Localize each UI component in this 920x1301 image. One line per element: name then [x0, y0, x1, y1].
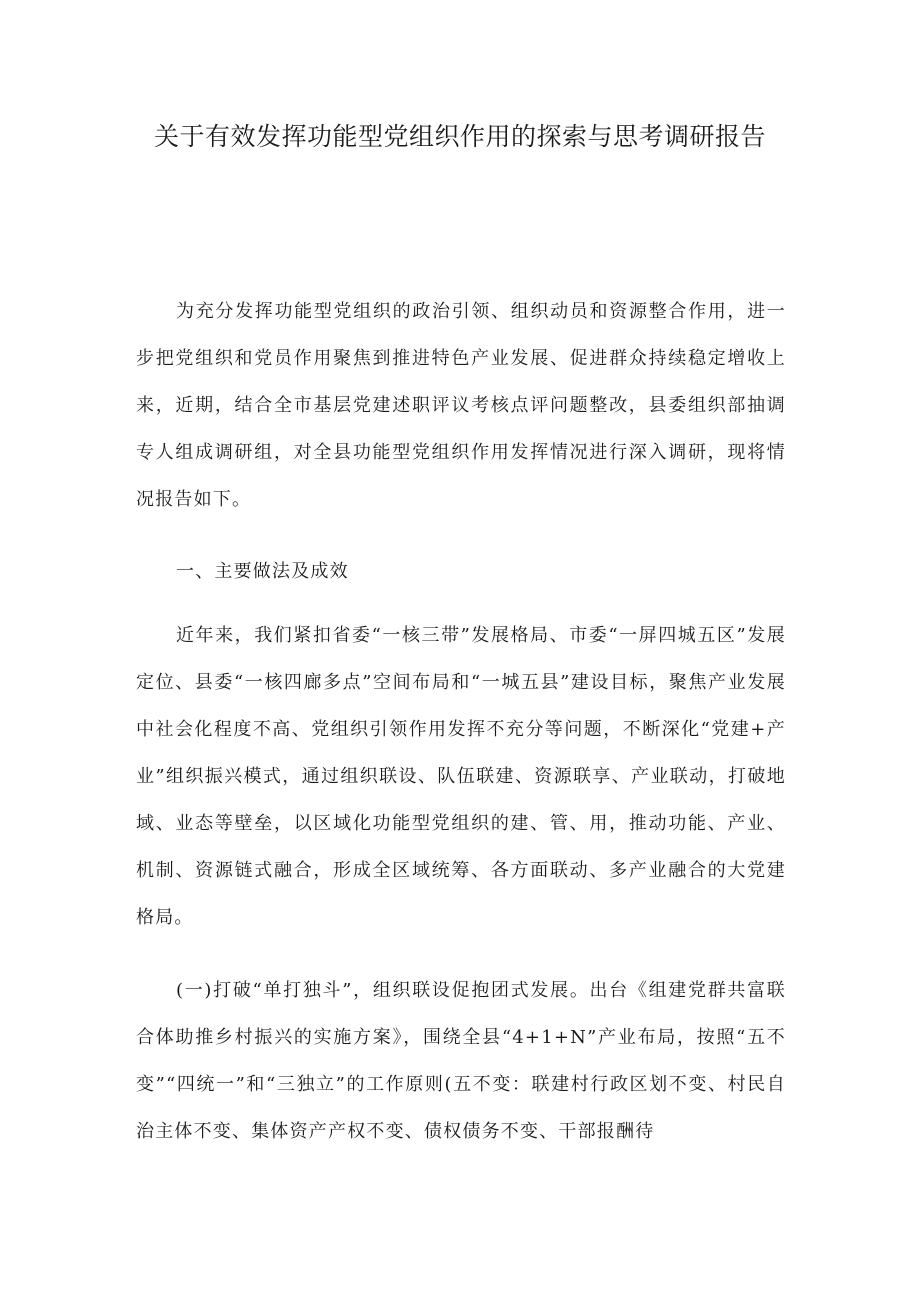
subsection-paragraph: (一)打破“单打独斗”，组织联设促抱团式发展。出台《组建党群共富联合体助推乡村振兴的实施方案》，围绕全县“4+1+N”产业布局，按照“五不变”“四统一”和“三独立”的工作原则(五不变：联建村行政区划不变、村民自治主体不变、集体资产产权不变、债权债务不变、干部报酬待 — [136, 980, 786, 1142]
document-title: 关于有效发挥功能型党组织作用的探索与思考调研报告 — [153, 122, 766, 151]
intro-paragraph: 为充分发挥功能型党组织的政治引领、组织动员和资源整合作用，进一步把党组织和党员作用聚焦到推进特色产业发展、促进群众持续稳定增收上来，近期，结合全市基层党建述职评议考核点评问题整改，县委组织部抽调专人组成调研组，对全县功能型党组织作用发挥情况进行深入调研，现将情况报告如下。 — [136, 301, 786, 510]
section-heading: 一、主要做法及成效 — [176, 561, 349, 582]
section-body-paragraph: 近年来，我们紧扣省委“一核三带”发展格局、市委“一屏四城五区”发展定位、县委“一核四廊多点”空间布局和“一城五县”建设目标，聚焦产业发展中社会化程度不高、党组织引领作用发挥不充分等问题，不断深化“党建+产业”组织振兴模式，通过组织联设、队伍联建、资源联享、产业联动，打破地域、业态等壁垒，以区域化功能型党组织的建、管、用，推动功能、产业、机制、资源链式融合，形成全区域统筹、各方面联动、多产业融合的大党建格局。 — [136, 625, 786, 928]
